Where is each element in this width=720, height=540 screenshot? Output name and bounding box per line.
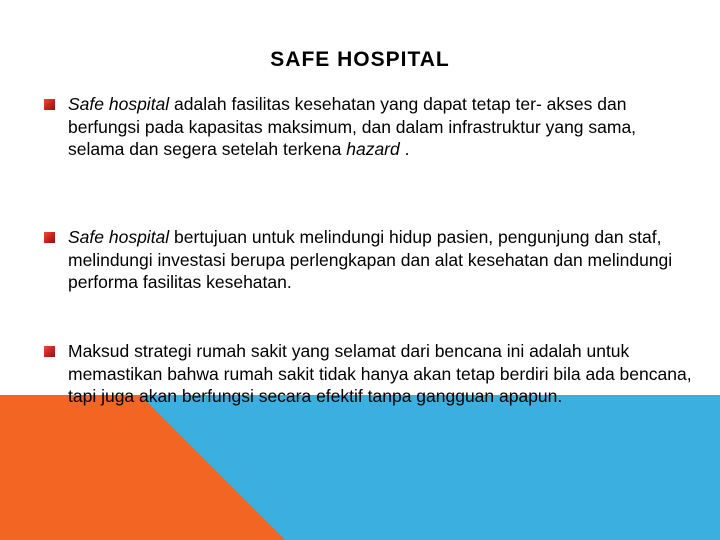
bullet-text [68, 226, 694, 294]
italic-term: Safe hospital [68, 94, 170, 114]
bullet-body: adalah fasilitas kesehatan yang dapat tetap ter- akses dan berfungsi pada kapasitas maksimum, dan dalam infrastruktur yang sama, selama dan segera setelah terkena [68, 94, 637, 159]
bullet-end: . [399, 139, 410, 159]
bullet-text [68, 340, 694, 408]
bullet-square-icon [44, 99, 55, 110]
bullet-text [68, 93, 694, 161]
italic-term: hazard [346, 139, 400, 159]
slide-title: SAFE HOSPITAL [270, 48, 450, 71]
bullet-square-icon [44, 232, 55, 243]
italic-term: Safe hospital [68, 227, 170, 247]
bullet-body: bertujuan untuk melindungi hidup pasien, pengunjung dan staf, melindungi investasi berupa perlengkapan dan alat kesehatan dan melindungi performa fasilitas kesehatan. [68, 227, 673, 292]
bullet-square-icon [44, 346, 55, 357]
bullet-body: Maksud strategi rumah sakit yang selamat dari bencana ini adalah untuk memastikan bahwa rumah sakit tidak hanya akan tetap berdiri bila ada bencana, tapi juga akan berfungsi secara efektif tanpa gangguan apapun. [68, 341, 692, 406]
